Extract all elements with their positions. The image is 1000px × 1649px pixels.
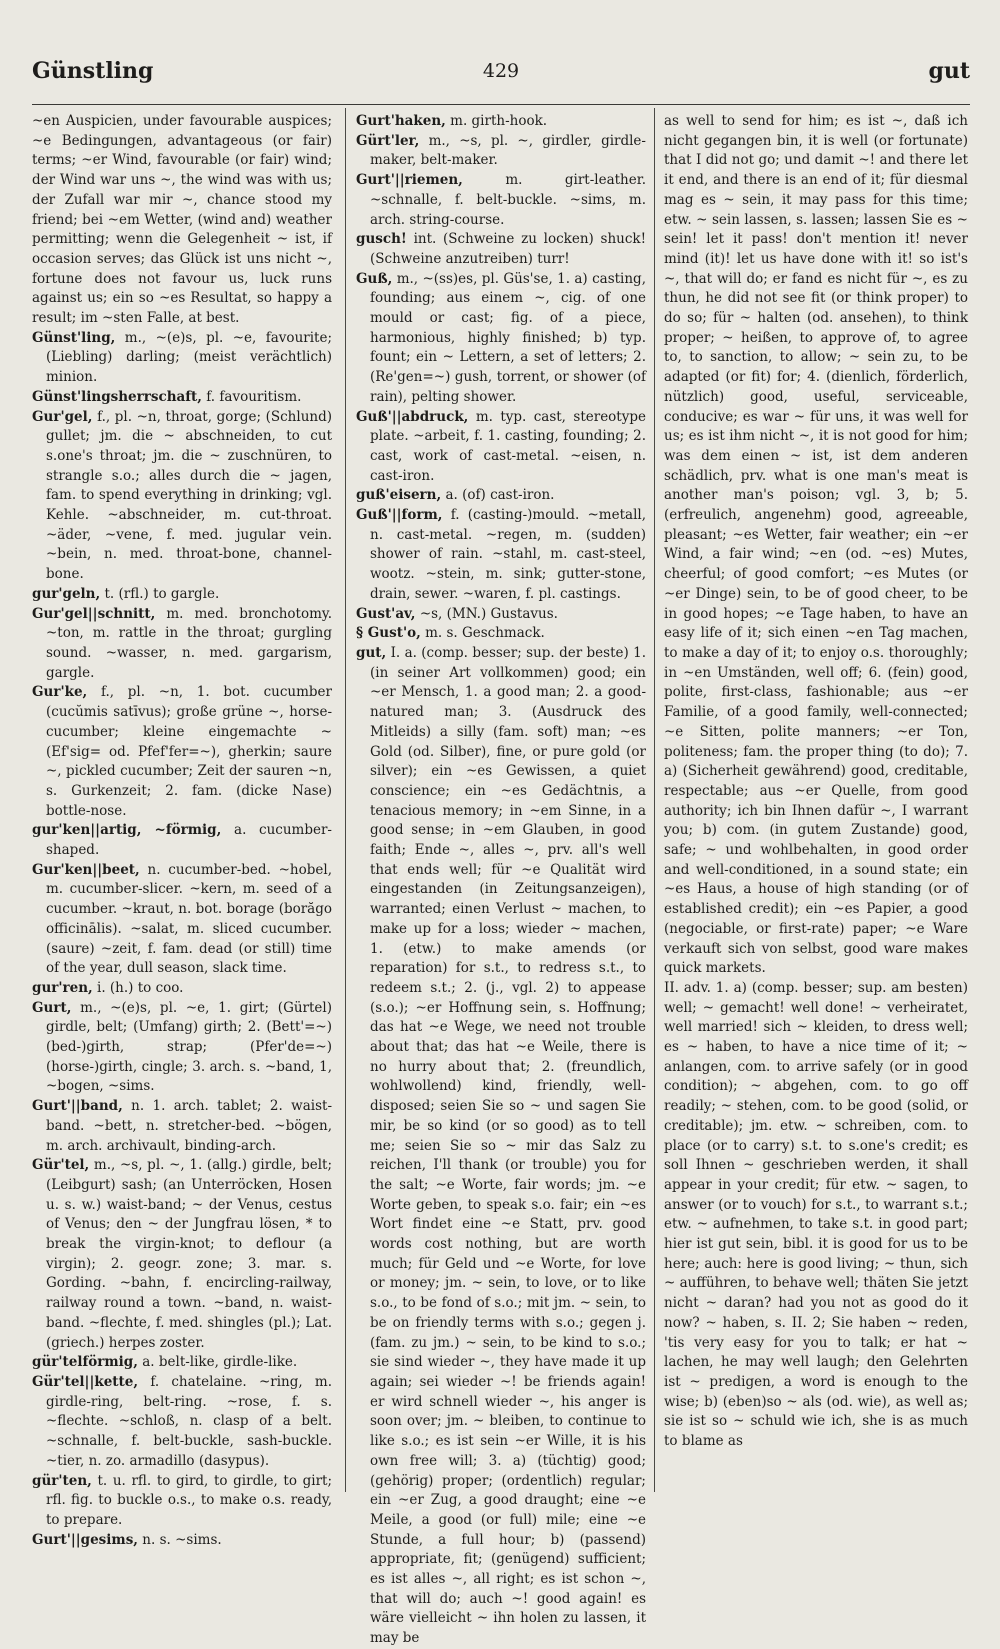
entry-headword: gür'ten, [32, 1472, 92, 1489]
dictionary-entry [356, 486, 646, 506]
column-left [32, 112, 333, 1548]
entry-headword: guß'eisern, [356, 487, 442, 504]
column-middle [356, 112, 647, 1647]
entry-text: m., ~(e)s, pl. ~e, favourite; (Liebling) darling; (meist verächtlich) minion. [46, 329, 332, 386]
page-number: 429 [482, 60, 520, 82]
dictionary-entry [356, 624, 646, 644]
entry-headword: Gurt'||band, [32, 1098, 123, 1115]
entry-headword: gur'ren, [32, 979, 93, 996]
entry-headword: Gurt'||riemen, [356, 172, 463, 189]
dictionary-entry [356, 230, 647, 269]
dictionary-entry [356, 112, 646, 132]
entry-text: a. (of) cast-iron. [445, 487, 555, 504]
entry-headword: gur'geln, [32, 585, 101, 602]
dictionary-entry [32, 683, 332, 821]
dictionary-entry [32, 821, 332, 860]
entry-headword: Gur'ke, [32, 684, 88, 701]
dictionary-entry [664, 112, 968, 979]
dictionary-entry [32, 388, 332, 408]
entry-headword: Gürt'ler, [356, 132, 420, 149]
dictionary-entry [32, 605, 332, 684]
entry-headword: Gurt, [32, 999, 72, 1016]
dictionary-entry [664, 979, 968, 1452]
entry-headword: gür'telförmig, [32, 1354, 138, 1371]
entry-text: f., pl. ~n, 1. bot. cucumber (cucŭmis satīvus); große grüne ~, horse-cucumber; kleine eingemachte ~ (Ef'sig= od. Pfef'fer=~), gherkin; saure ~, pickled cucumber; Zeit der sauren ~n, s. Gurkenzeit; 2. fam. (dicke Nase) bottle-nose. [46, 684, 332, 819]
entry-text: m. girth-hook. [450, 113, 548, 129]
dictionary-entry [356, 605, 646, 625]
entry-text: m. s. Geschmack. [425, 625, 545, 642]
entry-headword: Gur'ken||beet, [32, 861, 140, 878]
dictionary-entry [32, 1531, 332, 1551]
entry-text: f. favouritism. [206, 388, 302, 405]
dictionary-entry [356, 506, 646, 605]
dictionary-entry [32, 999, 332, 1098]
entry-text: f. chatelaine. ~ring, m. girdle-ring, belt-ring. ~rose, f. s. ~flechte. ~schloß, n. clasp of a belt. ~schnalle, f. belt-buckle, sash-buckle. ~tier, n. zo. armadillo (dasypus). [46, 1374, 332, 1469]
entry-headword: Günst'ling, [32, 329, 116, 346]
dictionary-entry [356, 270, 646, 408]
entry-text: ~en Auspicien, under favourable auspices; ~e Bedingungen, advantageous (or fair) terms; ~er Wind, favourable (or fair) wind; der Wind war uns ~, the wind was with us; der Zufall war mir ~, chance stood my friend; bei ~em Wetter, (wind and) weather permitting; wenn die Gelegenheit ~ ist, if occasion serves; das Glück ist uns nicht ~, fortune does not favour us, luck runs against us; ein so ~es Resultat, so happy a result; im ~sten Falle, at best. [32, 113, 332, 327]
entry-text: f. (casting-)mould. ~metall, n. cast-metal. ~regen, m. (sudden) shower of rain. ~stahl, m. cast-steel, wootz. ~stein, m. sink; gutter-stone, drain, sewer. ~waren, f. pl. castings. [370, 507, 646, 602]
right-guide-word: gut [928, 58, 970, 84]
column-divider [654, 108, 655, 1492]
dictionary-entry [32, 1373, 332, 1472]
dictionary-entry [32, 1472, 333, 1531]
entry-text: f., pl. ~n, throat, gorge; (Schlund) gullet; jm. die ~ abschneiden, to cut s.one's throat; jm. die ~ zuschnüren, to strangle s.o.; alles durch die ~ jagen, fam. to spend everything in drinking; vgl. Kehle. ~abschneider, m. cut-throat. ~äder, ~vene, f. med. jugular vein. ~bein, n. med. throat-bone, channel-bone. [46, 408, 332, 583]
entry-text: int. (Schweine zu locken) shuck! (Schweine anzutreiben) turr! [370, 231, 647, 267]
entry-text: m. typ. cast, stereotype plate. ~arbeit, f. 1. casting, founding; 2. cast, work of cast-metal. ~eisen, n. cast-iron. [370, 408, 646, 484]
entry-text: m., ~(ss)es, pl. Güs'se, 1. a) casting, founding; aus einem ~, cig. of one mould or cast; fig. of a piece, harmonious, highly finished; b) typ. fount; ein ~ Lettern, a set of letters; 2. (Re'gen=~) gush, torrent, or shower (of rain), pelting shower. [370, 270, 646, 405]
entry-text: i. (h.) to coo. [97, 979, 184, 996]
entry-headword: Gür'tel||kette, [32, 1374, 139, 1390]
dictionary-entry [356, 171, 646, 230]
entry-text: n. s. ~sims. [142, 1531, 222, 1548]
entry-headword: Gur'gel||schnitt, [32, 605, 156, 622]
entry-headword: Gür'tel, [32, 1157, 90, 1174]
entry-headword: Guß'||abdruck, [356, 408, 469, 425]
dictionary-entry [32, 1156, 332, 1353]
dictionary-entry [356, 132, 646, 171]
entry-headword: Gurt'haken, [356, 113, 446, 129]
entry-headword: Guß, [356, 270, 393, 287]
page-header [32, 58, 970, 92]
dictionary-entry [32, 979, 332, 999]
entry-text: ~s, (MN.) Gustavus. [419, 605, 558, 622]
entry-headword: Gur'gel, [32, 408, 93, 425]
entry-text: II. adv. 1. a) (comp. besser; sup. am besten) well; ~ gemacht! well done! ~ verheiratet, well married! sich ~ kleiden, to dress well; es ~ haben, to have a nice time of it; ~ anlangen, com. to arrive safely (or in good condition); ~ abgehen, com. to go off readily; ~ stehen, com. to be good (solid, or creditable); jm. etw. ~ schreiben, com. to place (or to carry) s.t. to s.one's credit; es soll Ihnen ~ geschrieben werden, it shall appear in your credit; für etw. ~ sagen, to answer (or to vouch) for s.t., to warrant s.t.; etw. ~ aufnehmen, to take s.t. in good part; hier ist gut sein, bibl. it is good for us to be here; auch: here is good living; ~ thun, sich ~ aufführen, to behave well; thäten Sie jetzt nicht ~ daran? had you not as good do it now? ~ haben, s. II. 2; Sie haben ~ reden, 'tis very easy for you to talk; er hat ~ lachen, he may well laugh; den Gelehrten ist ~ predigen, a word is enough to the wise; b) (eben)so ~ als (od. wie), as well as; sie ist so ~ schuld wie ich, she is as much to blame as [664, 979, 968, 1450]
entry-text: a. belt-like, girdle-like. [142, 1354, 298, 1371]
entry-headword: § Gust'o, [356, 625, 421, 642]
entry-text: m., ~s, pl. ~, girdler, girdle-maker, belt-maker. [370, 132, 646, 169]
entry-headword: Guß'||form, [356, 507, 443, 524]
dictionary-entry [32, 861, 332, 979]
entry-text: n. cucumber-bed. ~hobel, m. cucumber-slicer. ~kern, m. seed of a cucumber. ~kraut, n. bot. borage (borăgo officinālis). ~salat, m. sliced cucumber. (saure) ~zeit, f. fam. dead (or still) time of the year, dull season, slack time. [46, 861, 332, 977]
column-divider [345, 108, 346, 1492]
dictionary-entry [32, 408, 332, 585]
entry-headword: Gust'av, [356, 605, 416, 622]
dictionary-entry [32, 1097, 333, 1156]
entry-text: as well to send for him; es ist ~, daß ich nicht gegangen bin, it is well (or fortunate) that I did not go; und damit ~! and there let it end, and there is an end of it; für diesmal mag es ~ sein, it may pass for this time; etw. ~ sein lassen, s. lassen; lassen Sie es ~ sein! let it pass! don't mention it! never mind (it)! let us have done with it! so ist's ~, that will do; er fand es nicht für ~, es zu thun, he did not see fit (or think proper) to do so; für ~ halten (od. ansehen), to think proper; ~ heißen, to approve of, to agree to, to sanction, to allow; ~ sein zu, to be adapted (or fit) for; 4. (dienlich, förderlich, nützlich) good, useful, serviceable, conducive; es war ~ für uns, it was well for us; es ist ihm nicht ~, it is not good for him; was dem einen ~ ist, ist dem anderen schädlich, prv. what is one man's meat is another man's poison; vgl. 3, b; 5. (erfreulich, angenehm) good, agreeable, pleasant; ~es Wetter, fair weather; ein ~er Wind, a fair wind; ~en (od. ~es) Mutes, cheerful; of good comfort; ~es Mutes (or ~er Dinge) sein, to be of good cheer, to be in good hopes; ~e Tage haben, to have an easy life of it; sich einen ~en Tag machen, to make a day of it; to enjoy o.s. thoroughly; in ~en Umständen, well off; 6. (fein) good, polite, first-class, fashionable; aus ~er Familie, of a good family, well-connected; ~e Sitten, polite manners; ~er Ton, politeness; fam. the proper thing (to do); 7. a) (Sicherheit gewährend) good, creditable, respectable; aus ~er Quelle, from good authority; ich bin Ihnen dafür ~, I warrant you; b) com. (in gutem Zustande) good, safe; ~ und wohlbehalten, in good order and well-conditioned, in a sound state; ein ~es Haus, a house of high standing (or of established credit); ein ~es Papier, a good (negociable, or first-rate) paper; ~e Ware verkauft sich von selbst, good ware makes quick markets. [664, 113, 968, 977]
entry-text: n. 1. arch. tablet; 2. waist-band. ~bett, n. stretcher-bed. ~bögen, m. arch. archivault, binding-arch. [46, 1098, 333, 1154]
entry-headword: Gurt'||gesims, [32, 1531, 138, 1548]
entry-text: t. (rfl.) to gargle. [104, 585, 220, 602]
entry-headword: gur'ken||artig, ~förmig, [32, 822, 222, 839]
entry-text: m., ~s, pl. ~, 1. (allg.) girdle, belt; (Leibgurt) sash; (an Unterröcken, Hosen u. s. w.) waist-band; ~ der Venus, cestus of Venus; den ~ der Jungfrau lösen, * to break the virgin-knot; to deflour (a virgin); 2. geogr. zone; 3. mar. s. Gording. ~bahn, f. encircling-railway, railway round a town. ~band, n. waist-band. ~flechte, f. med. shingles (pl.); Lat. (griech.) herpes zoster. [46, 1157, 332, 1351]
entry-headword: Günst'lingsherrschaft, [32, 388, 202, 405]
dictionary-entry [32, 1353, 332, 1373]
entry-text: I. a. (comp. besser; sup. der beste) 1. (in seiner Art vollkommen) good; ein ~er Mensch, 1. a good man; 2. a good-natured man; 3. (Ausdruck des Mitleids) a silly (fam. soft) man; ~es Gold (od. Silber), fine, or pure gold (or silver); ein ~es Gewissen, a quiet conscience; ein ~es Gedächtnis, a tenacious memory; in ~em Sinne, in a good sense; in ~em Glauben, in good faith; Ende ~, alles ~, prv. all's well that ends well; für ~e Qualität wird eingestanden (in Zeitungsanzeigen), warranted; einen Verlust ~ machen, to make up for a loss; wieder ~ machen, 1. (etw.) to make amends (or reparation) for s.t., to redress s.t., to redeem s.t.; 2. (j., vgl. 2) to appease (s.o.); ~er Hoffnung sein, s. Hoffnung; das hat ~e Wege, we need not trouble about that; das hat ~e Weile, there is no hurry about that; 2. (freundlich, wohlwollend) kind, friendly, well-disposed; seien Sie so ~ und sagen Sie mir, be so kind (or so good) as to tell me; seien Sie so ~ mir das Salz zu reichen, I'll thank (or trouble) you for the salt; ~e Worte, fair words; jm. ~e Worte geben, to speak s.o. fair; ein ~es Wort findet eine ~e Statt, prv. good words cost nothing, but are worth much; für Geld und ~e Worte, for love or money; jm. ~ sein, to love, or to like s.o., to be fond of s.o.; mit jm. ~ sein, to be on friendly terms with s.o.; gegen j. (fam. zu jm.) ~ sein, to be kind to s.o.; sie sind wieder ~, they have made it up again; sei wieder ~! be friends again! er wird schnell wieder ~, his anger is soon over; jm. ~ bleiben, to continue to like s.o.; es ist sein ~er Wille, it is his own free will; 3. a) (tüchtig) good; (gehörig) proper; (ordentlich) regular; ein ~er Zug, a good draught; eine ~e Meile, a good (or full) mile; eine ~e Stunde, a full hour; b) (passend) appropriate, fit; (genügend) sufficient; es ist alles ~, all right; es ist schon ~, that will do; auch ~! good again! es wäre vielleicht ~ ihn holen zu lassen, it may be [370, 644, 647, 1647]
dictionary-entry [32, 585, 332, 605]
entry-headword: gusch! [356, 231, 407, 248]
entry-text: t. u. rfl. to gird, to girdle, to girt; rfl. fig. to buckle o.s., to make o.s. ready, to prepare. [46, 1472, 333, 1528]
entry-text: m., ~(e)s, pl. ~e, 1. girt; (Gürtel) girdle, belt; (Umfang) girth; 2. (Bett'=~) (bed-)girth, strap; (Pfer'de=~) (horse-)girth, cingle; 3. arch. s. ~band, 1, ~bogen, ~sims. [46, 999, 332, 1095]
column-right [664, 112, 968, 1494]
entry-headword: gut, [356, 644, 387, 661]
header-rule [32, 104, 970, 105]
entry-text: m. med. bronchotomy. ~ton, m. rattle in the throat; gurgling sound. ~wasser, n. med. gargarism, gargle. [46, 605, 332, 681]
entry-text: m. girt-leather. ~schnalle, f. belt-buckle. ~sims, m. arch. string-course. [370, 172, 646, 228]
dictionary-entry [356, 408, 646, 487]
left-guide-word: Günstling [32, 58, 154, 84]
dictionary-entry [356, 644, 647, 1649]
entry-text: a. cucumber-shaped. [46, 822, 332, 859]
dictionary-entry [32, 112, 332, 329]
dictionary-entry [32, 329, 332, 388]
